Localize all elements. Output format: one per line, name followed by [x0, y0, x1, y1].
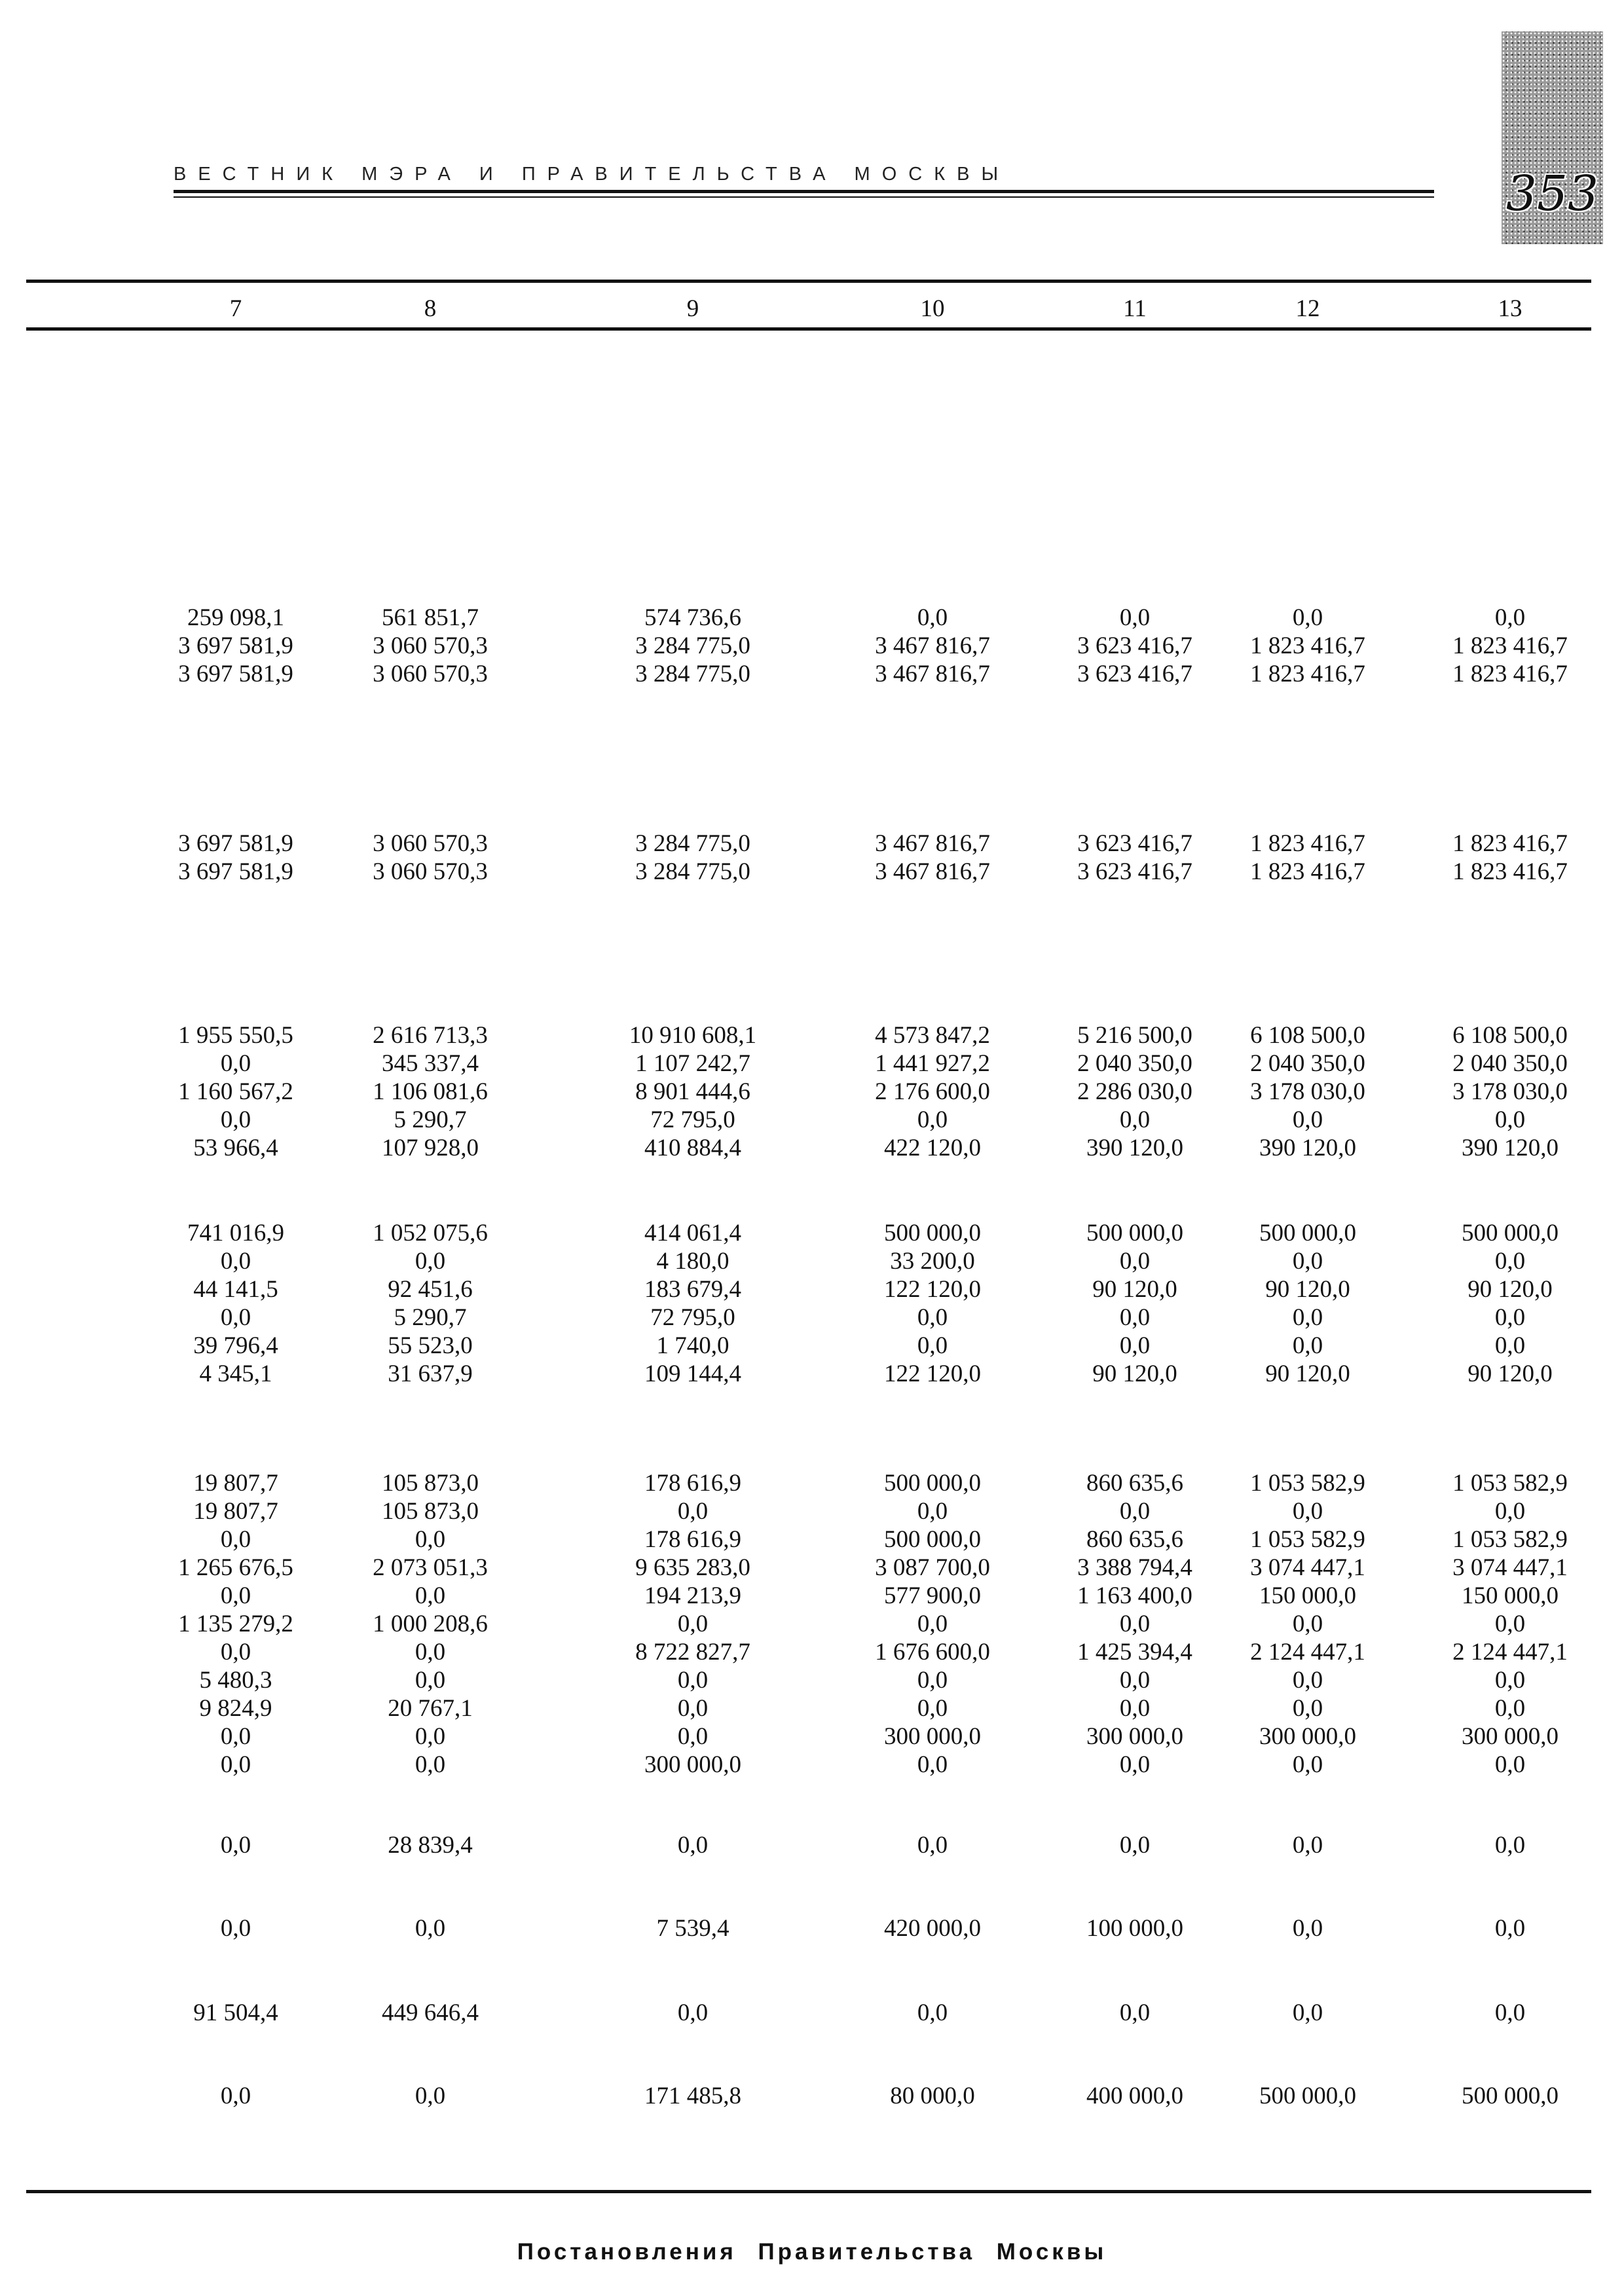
table-cell: 0,0 — [1119, 1498, 1151, 1525]
table-cell: 6 108 500,0 — [1452, 1022, 1568, 1049]
table-cell: 5 290,7 — [394, 1106, 467, 1133]
table-cell: 0,0 — [1292, 1999, 1323, 2026]
table-cell: 0,0 — [1494, 1915, 1526, 1942]
table-cell: 0,0 — [1494, 1999, 1526, 2026]
table-cell: 3 623 416,7 — [1077, 858, 1192, 885]
table-cell: 28 839,4 — [388, 1832, 473, 1859]
table-cell: 3 060 570,3 — [373, 830, 488, 857]
table-cell: 0,0 — [1292, 1667, 1323, 1694]
table-cell: 3 697 581,9 — [178, 830, 293, 857]
table-cell: 171 485,8 — [644, 2083, 741, 2109]
table-cell: 1 052 075,6 — [373, 1220, 488, 1247]
table-cell: 0,0 — [415, 1526, 446, 1553]
table-cell: 0,0 — [917, 1304, 948, 1331]
table-cell: 3 467 816,7 — [875, 858, 990, 885]
table-cell: 2 124 447,1 — [1452, 1639, 1568, 1666]
table-cell: 0,0 — [1494, 1695, 1526, 1722]
table-cell: 2 040 350,0 — [1250, 1050, 1365, 1077]
table-cell: 194 213,9 — [644, 1582, 741, 1609]
table-cell: 0,0 — [1119, 1832, 1151, 1859]
table-cell: 860 635,6 — [1086, 1470, 1183, 1497]
table-cell: 3 697 581,9 — [178, 858, 293, 885]
table-cell: 420 000,0 — [884, 1915, 981, 1942]
table-cell: 105 873,0 — [382, 1470, 479, 1497]
table-cell: 577 900,0 — [884, 1582, 981, 1609]
table-cell: 1 107 242,7 — [635, 1050, 750, 1077]
table-cell: 300 000,0 — [644, 1751, 741, 1778]
table-cell: 0,0 — [1494, 1248, 1526, 1275]
table-cell: 0,0 — [1119, 1248, 1151, 1275]
table-cell: 72 795,0 — [650, 1106, 735, 1133]
table-cell: 3 467 816,7 — [875, 830, 990, 857]
table-cell: 0,0 — [220, 2083, 251, 2109]
table-cell: 3 284 775,0 — [635, 858, 750, 885]
table-cell: 500 000,0 — [1259, 1220, 1356, 1247]
table-cell: 410 884,4 — [644, 1135, 741, 1161]
table-cell: 72 795,0 — [650, 1304, 735, 1331]
table-cell: 80 000,0 — [890, 2083, 975, 2109]
table-cell: 345 337,4 — [382, 1050, 479, 1077]
table-cell: 500 000,0 — [1462, 1220, 1559, 1247]
table-cell: 9 635 283,0 — [635, 1554, 750, 1581]
table-cell: 150 000,0 — [1259, 1582, 1356, 1609]
table-cell: 0,0 — [917, 604, 948, 631]
table-cell: 0,0 — [1292, 1304, 1323, 1331]
table-cell: 400 000,0 — [1086, 2083, 1183, 2109]
table-cell: 90 120,0 — [1092, 1360, 1177, 1387]
table-cell: 3 697 581,9 — [178, 632, 293, 659]
table-cell: 33 200,0 — [890, 1248, 975, 1275]
table-cell: 8 901 444,6 — [635, 1078, 750, 1105]
table-cell: 44 141,5 — [193, 1276, 278, 1303]
table-cell: 0,0 — [415, 1915, 446, 1942]
column-header: 7 — [229, 295, 242, 322]
table-cell: 0,0 — [677, 1498, 709, 1525]
table-cell: 2 176 600,0 — [875, 1078, 990, 1105]
table-cell: 3 623 416,7 — [1077, 632, 1192, 659]
table-cell: 500 000,0 — [1086, 1220, 1183, 1247]
table-cell: 1 676 600,0 — [875, 1639, 990, 1666]
table-cell: 0,0 — [677, 1999, 709, 2026]
table-cell: 0,0 — [1119, 1332, 1151, 1359]
table-cell: 0,0 — [220, 1639, 251, 1666]
table-cell: 53 966,4 — [193, 1135, 278, 1161]
table-cell: 7 539,4 — [656, 1915, 729, 1942]
table-cell: 3 074 447,1 — [1250, 1554, 1365, 1581]
table-cell: 0,0 — [1119, 604, 1151, 631]
table-cell: 0,0 — [1494, 1611, 1526, 1637]
table-cell: 0,0 — [917, 1498, 948, 1525]
table-cell: 90 120,0 — [1467, 1360, 1553, 1387]
table-cell: 1 823 416,7 — [1452, 632, 1568, 659]
table-cell: 4 345,1 — [199, 1360, 272, 1387]
table-cell: 2 616 713,3 — [373, 1022, 488, 1049]
table-cell: 500 000,0 — [884, 1220, 981, 1247]
table-cell: 300 000,0 — [1462, 1723, 1559, 1750]
table-cell: 1 823 416,7 — [1452, 858, 1568, 885]
table-cell: 2 124 447,1 — [1250, 1639, 1365, 1666]
table-cell: 1 163 400,0 — [1077, 1582, 1192, 1609]
table-cell: 0,0 — [1292, 1751, 1323, 1778]
table-cell: 3 388 794,4 — [1077, 1554, 1192, 1581]
table-cell: 1 053 582,9 — [1452, 1470, 1568, 1497]
masthead-title: ВЕСТНИК МЭРА И ПРАВИТЕЛЬСТВА МОСКВЫ — [174, 164, 1010, 185]
table-cell: 122 120,0 — [884, 1360, 981, 1387]
table-cell: 0,0 — [677, 1832, 709, 1859]
table-cell: 1 000 208,6 — [373, 1611, 488, 1637]
table-cell: 500 000,0 — [884, 1470, 981, 1497]
table-cell: 0,0 — [677, 1695, 709, 1722]
table-cell: 19 807,7 — [193, 1470, 278, 1497]
table-cell: 1 106 081,6 — [373, 1078, 488, 1105]
table-cell: 1 135 279,2 — [178, 1611, 293, 1637]
table-cell: 0,0 — [220, 1832, 251, 1859]
table-cell: 0,0 — [220, 1050, 251, 1077]
table-cell: 1 425 394,4 — [1077, 1639, 1192, 1666]
table-cell: 0,0 — [917, 1695, 948, 1722]
table-cell: 0,0 — [1119, 1667, 1151, 1694]
table-cell: 0,0 — [415, 1667, 446, 1694]
table-cell: 0,0 — [1119, 1751, 1151, 1778]
table-cell: 90 120,0 — [1265, 1276, 1350, 1303]
table-cell: 2 073 051,3 — [373, 1554, 488, 1581]
table-cell: 2 286 030,0 — [1077, 1078, 1192, 1105]
table-cell: 5 480,3 — [199, 1667, 272, 1694]
table-cell: 0,0 — [1494, 1667, 1526, 1694]
table-cell: 3 074 447,1 — [1452, 1554, 1568, 1581]
table-cell: 105 873,0 — [382, 1498, 479, 1525]
table-cell: 0,0 — [917, 1751, 948, 1778]
table-cell: 0,0 — [1292, 604, 1323, 631]
column-header: 10 — [920, 295, 945, 322]
table-cell: 3 284 775,0 — [635, 830, 750, 857]
table-cell: 0,0 — [1292, 1106, 1323, 1133]
table-cell: 1 265 676,5 — [178, 1554, 293, 1581]
table-cell: 1 160 567,2 — [178, 1078, 293, 1105]
table-cell: 0,0 — [1292, 1332, 1323, 1359]
table-cell: 0,0 — [1494, 1332, 1526, 1359]
table-cell: 0,0 — [415, 1723, 446, 1750]
table-cell: 574 736,6 — [644, 604, 741, 631]
table-cell: 0,0 — [1494, 1832, 1526, 1859]
table-cell: 0,0 — [220, 1582, 251, 1609]
table-cell: 0,0 — [1292, 1695, 1323, 1722]
table-cell: 55 523,0 — [388, 1332, 473, 1359]
table-cell: 3 467 816,7 — [875, 661, 990, 687]
table-cell: 1 823 416,7 — [1452, 661, 1568, 687]
table-cell: 1 053 582,9 — [1250, 1470, 1365, 1497]
table-cell: 1 955 550,5 — [178, 1022, 293, 1049]
table-cell: 0,0 — [677, 1667, 709, 1694]
table-cell: 150 000,0 — [1462, 1582, 1559, 1609]
table-cell: 4 180,0 — [656, 1248, 729, 1275]
table-cell: 178 616,9 — [644, 1526, 741, 1553]
table-cell: 0,0 — [1494, 1498, 1526, 1525]
table-cell: 100 000,0 — [1086, 1915, 1183, 1942]
table-cell: 3 284 775,0 — [635, 661, 750, 687]
table-cell: 2 040 350,0 — [1077, 1050, 1192, 1077]
table-cell: 19 807,7 — [193, 1498, 278, 1525]
table-cell: 741 016,9 — [187, 1220, 284, 1247]
footer-section-title: Постановления Правительства Москвы — [517, 2239, 1107, 2265]
table-cell: 0,0 — [220, 1248, 251, 1275]
table-cell: 0,0 — [1494, 604, 1526, 631]
table-cell: 92 451,6 — [388, 1276, 473, 1303]
table-cell: 3 060 570,3 — [373, 661, 488, 687]
table-cell: 500 000,0 — [1259, 2083, 1356, 2109]
table-cell: 0,0 — [220, 1304, 251, 1331]
table-cell: 390 120,0 — [1259, 1135, 1356, 1161]
table-cell: 0,0 — [1292, 1498, 1323, 1525]
table-cell: 178 616,9 — [644, 1470, 741, 1497]
table-cell: 0,0 — [677, 1611, 709, 1637]
table-cell: 6 108 500,0 — [1250, 1022, 1365, 1049]
page-number: 353 — [1505, 166, 1599, 222]
table-cell: 300 000,0 — [1086, 1723, 1183, 1750]
table-cell: 3 623 416,7 — [1077, 661, 1192, 687]
column-header: 12 — [1295, 295, 1320, 322]
table-cell: 31 637,9 — [388, 1360, 473, 1387]
table-cell: 3 060 570,3 — [373, 632, 488, 659]
table-cell: 0,0 — [415, 1751, 446, 1778]
table-cell: 0,0 — [415, 1582, 446, 1609]
table-cell: 259 098,1 — [187, 604, 284, 631]
table-cell: 1 823 416,7 — [1250, 858, 1365, 885]
table-cell: 0,0 — [1119, 1695, 1151, 1722]
table-cell: 0,0 — [917, 1332, 948, 1359]
table-cell: 3 060 570,3 — [373, 858, 488, 885]
table-cell: 91 504,4 — [193, 1999, 278, 2026]
table-cell: 0,0 — [917, 1667, 948, 1694]
table-cell: 0,0 — [1292, 1611, 1323, 1637]
table-cell: 9 824,9 — [199, 1695, 272, 1722]
table-cell: 107 928,0 — [382, 1135, 479, 1161]
table-cell: 500 000,0 — [884, 1526, 981, 1553]
table-cell: 1 740,0 — [656, 1332, 729, 1359]
table-cell: 449 646,4 — [382, 1999, 479, 2026]
table-cell: 0,0 — [1292, 1832, 1323, 1859]
table-cell: 0,0 — [917, 1611, 948, 1637]
table-cell: 0,0 — [1494, 1304, 1526, 1331]
table-cell: 5 290,7 — [394, 1304, 467, 1331]
table-cell: 414 061,4 — [644, 1220, 741, 1247]
table-cell: 183 679,4 — [644, 1276, 741, 1303]
table-cell: 0,0 — [1292, 1248, 1323, 1275]
table-cell: 3 087 700,0 — [875, 1554, 990, 1581]
table-bottom-rule — [26, 2190, 1591, 2193]
table-cell: 0,0 — [1292, 1915, 1323, 1942]
table-cell: 1 823 416,7 — [1250, 661, 1365, 687]
table-cell: 1 053 582,9 — [1250, 1526, 1365, 1553]
table-cell: 10 910 608,1 — [629, 1022, 757, 1049]
table-cell: 0,0 — [917, 1106, 948, 1133]
column-header: 11 — [1123, 295, 1147, 322]
table-cell: 5 216 500,0 — [1077, 1022, 1192, 1049]
table-cell: 90 120,0 — [1467, 1276, 1553, 1303]
table-cell: 3 697 581,9 — [178, 661, 293, 687]
column-header: 13 — [1498, 295, 1522, 322]
table-cell: 0,0 — [1494, 1751, 1526, 1778]
table-cell: 300 000,0 — [884, 1723, 981, 1750]
table-cell: 390 120,0 — [1086, 1135, 1183, 1161]
table-cell: 0,0 — [1494, 1106, 1526, 1133]
column-header: 8 — [424, 295, 437, 322]
table-cell: 3 178 030,0 — [1250, 1078, 1365, 1105]
column-header: 9 — [686, 295, 699, 322]
table-cell: 500 000,0 — [1462, 2083, 1559, 2109]
table-cell: 0,0 — [415, 1248, 446, 1275]
table-cell: 1 823 416,7 — [1250, 632, 1365, 659]
table-cell: 0,0 — [917, 1832, 948, 1859]
table-cell: 0,0 — [220, 1106, 251, 1133]
table-cell: 4 573 847,2 — [875, 1022, 990, 1049]
table-cell: 1 823 416,7 — [1250, 830, 1365, 857]
table-cell: 390 120,0 — [1462, 1135, 1559, 1161]
table-cell: 0,0 — [415, 1639, 446, 1666]
table-cell: 8 722 827,7 — [635, 1639, 750, 1666]
table-cell: 1 053 582,9 — [1452, 1526, 1568, 1553]
table-cell: 0,0 — [1119, 1999, 1151, 2026]
table-cell: 0,0 — [1119, 1611, 1151, 1637]
table-cell: 0,0 — [220, 1751, 251, 1778]
table-cell: 0,0 — [917, 1999, 948, 2026]
table-cell: 0,0 — [677, 1723, 709, 1750]
table-cell: 860 635,6 — [1086, 1526, 1183, 1553]
table-cell: 561 851,7 — [382, 604, 479, 631]
table-cell: 3 178 030,0 — [1452, 1078, 1568, 1105]
table-cell: 0,0 — [220, 1723, 251, 1750]
table-cell: 0,0 — [220, 1915, 251, 1942]
table-cell: 0,0 — [1119, 1304, 1151, 1331]
table-cell: 20 767,1 — [388, 1695, 473, 1722]
table-cell: 2 040 350,0 — [1452, 1050, 1568, 1077]
table-cell: 90 120,0 — [1092, 1276, 1177, 1303]
table-cell: 0,0 — [220, 1526, 251, 1553]
table-cell: 1 823 416,7 — [1452, 830, 1568, 857]
table-cell: 109 144,4 — [644, 1360, 741, 1387]
table-cell: 39 796,4 — [193, 1332, 278, 1359]
table-cell: 3 284 775,0 — [635, 632, 750, 659]
table-cell: 3 467 816,7 — [875, 632, 990, 659]
table-cell: 422 120,0 — [884, 1135, 981, 1161]
table-cell: 1 441 927,2 — [875, 1050, 990, 1077]
table-cell: 90 120,0 — [1265, 1360, 1350, 1387]
table-cell: 3 623 416,7 — [1077, 830, 1192, 857]
table-cell: 300 000,0 — [1259, 1723, 1356, 1750]
table-cell: 0,0 — [1119, 1106, 1151, 1133]
table-cell: 122 120,0 — [884, 1276, 981, 1303]
table-cell: 0,0 — [415, 2083, 446, 2109]
